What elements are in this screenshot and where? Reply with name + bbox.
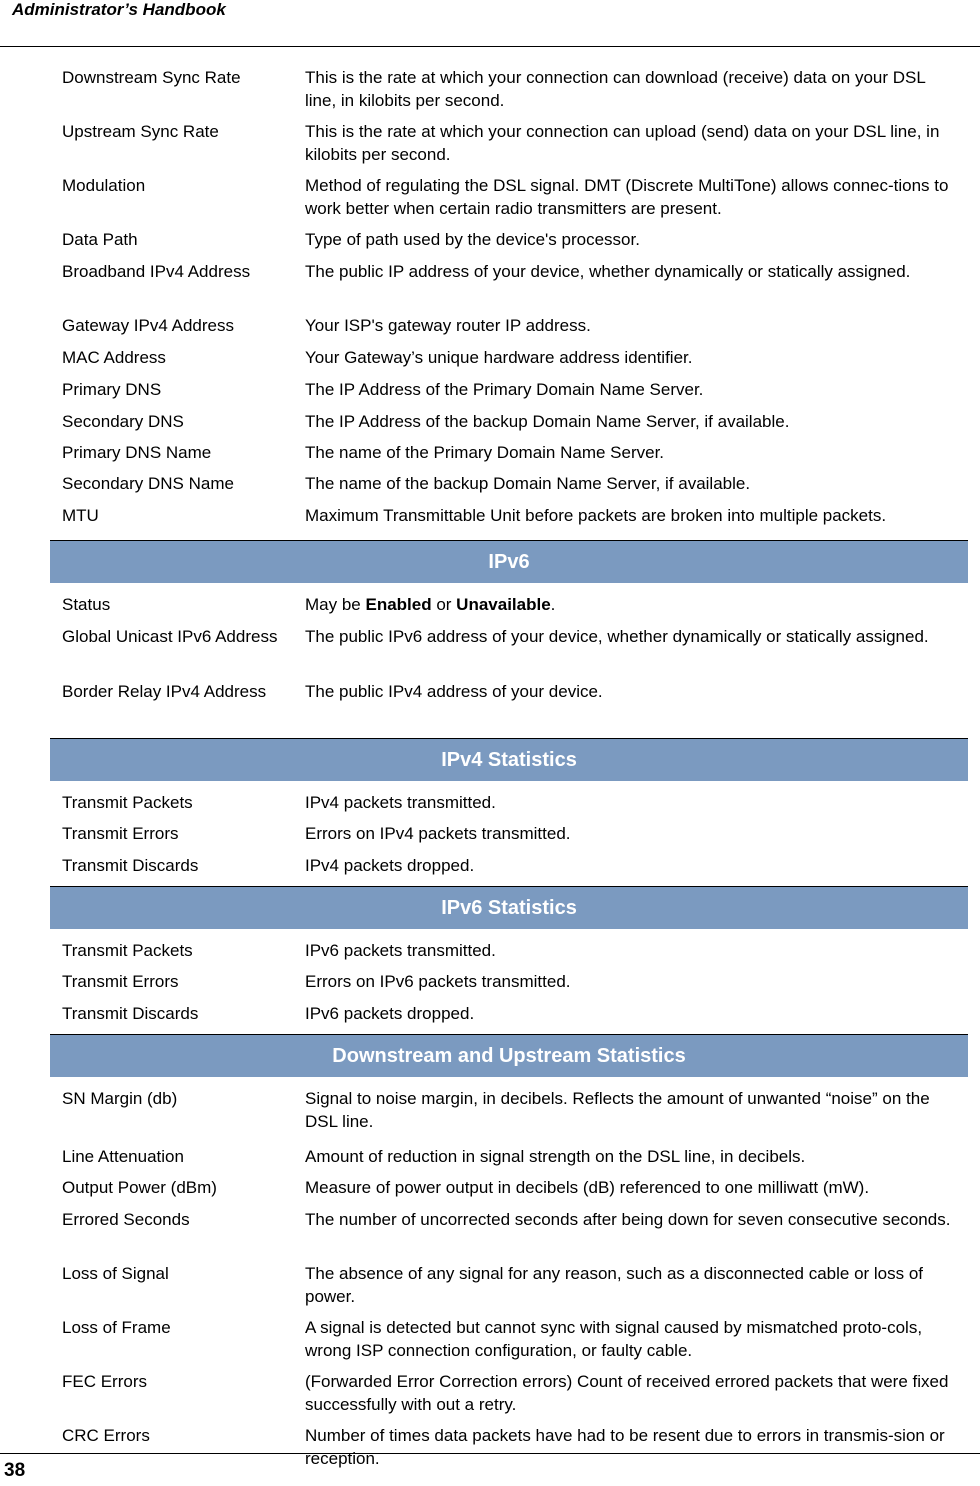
definitions-table [50, 66, 968, 1478]
table-row [50, 1262, 968, 1316]
term: Loss of Signal [62, 1264, 169, 1283]
term: MTU [62, 506, 99, 525]
term: Upstream Sync Rate [62, 122, 219, 141]
definition: Amount of reduction in signal strength on the DSL line, in decibels. [305, 1147, 806, 1166]
definition: The number of uncorrected seconds after being down for seven consecutive seconds. [305, 1210, 951, 1229]
term: Downstream Sync Rate [62, 68, 241, 87]
definition: The name of the Primary Domain Name Server. [305, 443, 665, 462]
definition: (Forwarded Error Correction errors) Count of received errored packets that were fixed successfully with out a retry. [305, 1372, 949, 1414]
table-row [50, 1087, 968, 1145]
definition: This is the rate at which your connection can download (receive) data on your DSL line, in kilobits per second. [305, 68, 926, 110]
table-row [50, 174, 968, 228]
enabled-keyword: Enabled [365, 595, 432, 614]
definition: Maximum Transmittable Unit before packets are broken into multiple packets. [305, 506, 887, 525]
table-row [50, 472, 968, 504]
table-row [50, 822, 968, 854]
definition: Your ISP's gateway router IP address. [305, 316, 591, 335]
wan-section [50, 66, 968, 540]
definition: The IP Address of the Primary Domain Name Server. [305, 380, 704, 399]
term: Primary DNS [62, 380, 162, 399]
term: Modulation [62, 176, 146, 195]
term: Secondary DNS [62, 412, 184, 431]
term: Loss of Frame [62, 1318, 171, 1337]
definition: IPv4 packets dropped. [305, 856, 475, 875]
table-row [50, 346, 968, 378]
term: Gateway IPv4 Address [62, 316, 234, 335]
table-row [50, 593, 968, 625]
definition: The public IPv6 address of your device, whether dynamically or statically assigned. [305, 627, 929, 646]
term: Transmit Errors [62, 972, 179, 991]
term: Secondary DNS Name [62, 474, 234, 493]
term: Broadband IPv4 Address [62, 262, 251, 281]
section-header-ipv6: IPv6 [50, 540, 968, 583]
term: Primary DNS Name [62, 443, 212, 462]
definition: Method of regulating the DSL signal. DMT (Discrete MultiTone) allows connec-tions to work better when certain radio transmitters are present. [305, 176, 949, 218]
term: Border Relay IPv4 Address [62, 682, 267, 701]
table-row [50, 625, 968, 680]
table-row [50, 1145, 968, 1176]
table-row [50, 441, 968, 472]
term: Line Attenuation [62, 1147, 184, 1166]
term: Global Unicast IPv6 Address [62, 627, 278, 646]
definition: Number of times data packets have had to be resent due to errors in transmis-sion or reception. [305, 1426, 945, 1468]
table-row [50, 1370, 968, 1424]
term: MAC Address [62, 348, 166, 367]
ipv6-statistics-section [50, 886, 968, 1034]
definition: A signal is detected but cannot sync with signal caused by mismatched proto-cols, wrong ISP connection configuration, or faulty cable. [305, 1318, 923, 1360]
definition-text: May be [305, 595, 366, 614]
table-row [50, 378, 968, 410]
term: Transmit Discards [62, 1004, 199, 1023]
definition: Errors on IPv6 packets transmitted. [305, 972, 571, 991]
definition: Errors on IPv4 packets transmitted. [305, 824, 571, 843]
table-row [50, 260, 968, 314]
definition: This is the rate at which your connection can upload (send) data on your DSL line, in kilobits per second. [305, 122, 940, 164]
page-number: 38 [4, 1460, 26, 1481]
table-row [50, 228, 968, 260]
table-row [50, 1002, 968, 1034]
section-header-downstream-upstream-statistics: Downstream and Upstream Statistics [50, 1034, 968, 1077]
definition-text: or [431, 595, 457, 614]
definition: The public IPv4 address of your device. [305, 682, 603, 701]
table-row [50, 410, 968, 441]
table-row [50, 66, 968, 120]
definition: IPv6 packets dropped. [305, 1004, 475, 1023]
term: CRC Errors [62, 1426, 150, 1445]
definition: The absence of any signal for any reason, such as a disconnected cable or loss of power. [305, 1264, 924, 1306]
term: Output Power (dBm) [62, 1178, 217, 1197]
table-row [50, 504, 968, 540]
footer-rule [0, 1453, 980, 1454]
running-header: Administrator’s Handbook [12, 0, 226, 19]
section-header-ipv6-statistics: IPv6 Statistics [50, 886, 968, 929]
definition: Signal to noise margin, in decibels. Reflects the amount of unwanted “noise” on the DSL line. [305, 1089, 930, 1131]
term: Transmit Packets [62, 941, 193, 960]
definition: IPv6 packets transmitted. [305, 941, 496, 960]
term: FEC Errors [62, 1372, 147, 1391]
term: SN Margin (db) [62, 1089, 178, 1108]
table-row [50, 1424, 968, 1478]
table-row [50, 314, 968, 346]
ipv6-section [50, 540, 968, 738]
table-row [50, 1316, 968, 1370]
downstream-upstream-statistics-section [50, 1034, 968, 1478]
definition-text: . [550, 595, 556, 614]
definition: Type of path used by the device's processor. [305, 230, 640, 249]
table-row [50, 854, 968, 886]
definition: The name of the backup Domain Name Server, if available. [305, 474, 751, 493]
table-row [50, 1176, 968, 1208]
unavailable-keyword: Unavailable [456, 595, 551, 614]
term: Data Path [62, 230, 138, 249]
term: Transmit Errors [62, 824, 179, 843]
term: Transmit Packets [62, 793, 193, 812]
term: Errored Seconds [62, 1210, 190, 1229]
definition: Measure of power output in decibels (dB) referenced to one milliwatt (mW). [305, 1178, 870, 1197]
table-row [50, 791, 968, 822]
table-row [50, 120, 968, 174]
table-row [50, 970, 968, 1002]
definition: The IP Address of the backup Domain Name Server, if available. [305, 412, 790, 431]
header-rule [0, 46, 980, 47]
definition: IPv4 packets transmitted. [305, 793, 496, 812]
table-row [50, 1208, 968, 1262]
definition [305, 593, 968, 625]
ipv4-statistics-section [50, 738, 968, 886]
term: Status [62, 595, 111, 614]
section-header-ipv4-statistics: IPv4 Statistics [50, 738, 968, 781]
table-row [50, 680, 968, 738]
term: Transmit Discards [62, 856, 199, 875]
definition: Your Gateway’s unique hardware address identifier. [305, 348, 693, 367]
definition: The public IP address of your device, whether dynamically or statically assigned. [305, 262, 911, 281]
table-row [50, 939, 968, 970]
